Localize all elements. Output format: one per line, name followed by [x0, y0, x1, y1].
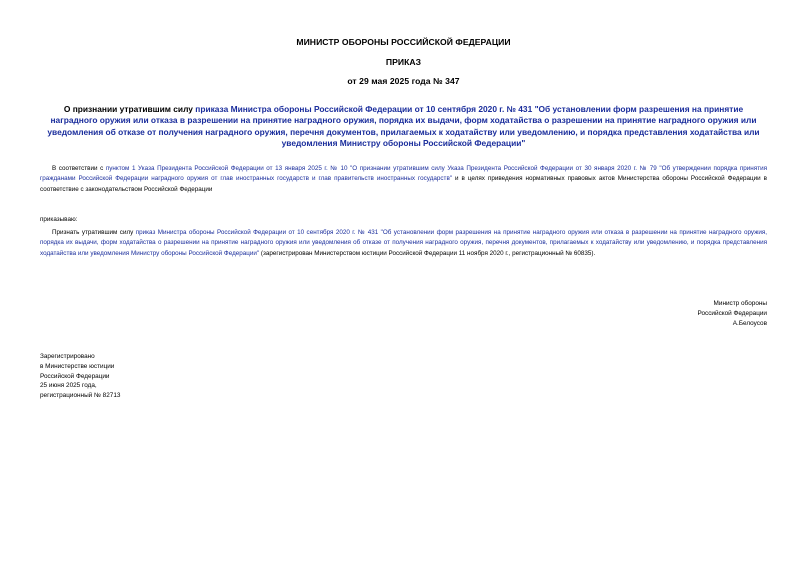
title-link[interactable]: приказа Министра обороны Российской Федерации от 10 сентября 2020 г. № 431 "Об установлении форм разрешения на принятие наградного оружия или отказа в разрешении на принятие наградного оружия, порядка их выдачи, форм ходатайства о разрешении на принятие наградного оружия или уведомления об отказе от получения наградного оружия, перечня документов, прилагаемых к ходатайству или уведомлению, и порядка представления ходатайства или уведомления Министру обороны Российской Федерации" — [47, 104, 760, 148]
registration-block — [40, 352, 120, 401]
registration-number: регистрационный № 82713 — [40, 392, 121, 400]
registration-date: 25 июня 2025 года, — [40, 382, 97, 390]
signature-line: Министр обороны — [713, 300, 767, 307]
order-text-end: (зарегистрирован Министерством юстиции Российской Федерации 11 ноября 2020 г., регистрационный № 60835). — [259, 249, 596, 257]
registration-line: Зарегистрировано — [40, 353, 95, 360]
document-title — [40, 104, 767, 149]
preamble-text-end: и в целях приведения нормативных правовых актов Министерства обороны Российской Федерации в соответствие с законодательством Российской Федерации — [40, 175, 767, 193]
order-text-start: Признать утратившим силу — [52, 229, 136, 236]
order-word: приказываю: — [40, 216, 78, 223]
registration-line: в Министерстве юстиции — [40, 362, 115, 370]
signature-line: Российской Федерации — [697, 309, 767, 317]
registration-line: Российской Федерации — [40, 372, 110, 380]
signature-name: А.Белоусов — [732, 319, 767, 327]
preamble-text-start: В соответствии с — [52, 165, 106, 172]
preamble-link[interactable]: пунктом 1 Указа Президента Российской Федерации от 13 января 2025 г. № 10 "О признании утратившим силу Указа Президента Российской Федерации от 30 января 2020 г. № 79 "Об утверждении порядка принятия гражданами Российской Федерации наградного оружия от глав иностранных государств и глав правительств иностранных государств" — [40, 165, 768, 183]
signature-block — [698, 299, 768, 328]
order-link[interactable]: приказ Министра обороны Российской Федерации от 10 сентября 2020 г. № 431 "Об установлении форм разрешения на принятие наградного оружия или отказа в разрешении на принятие наградного оружия, порядка их выдачи, форм ходатайства о разрешении на принятие наградного оружия или уведомления об отказе от получения наградного оружия, перечня документов, прилагаемых к ходатайству или уведомлению, и порядка представления ходатайства или уведомления Министру обороны Российской Федерации" — [40, 229, 768, 257]
title-prefix: О признании утратившим силу — [63, 104, 196, 114]
order-paragraph — [40, 228, 767, 259]
issuing-authority: МИНИСТР ОБОРОНЫ РОССИЙСКОЙ ФЕДЕРАЦИИ — [296, 37, 511, 47]
document-date-number: от 29 мая 2025 года № 347 — [347, 76, 460, 86]
document-type: ПРИКАЗ — [385, 57, 422, 67]
preamble-paragraph — [40, 164, 767, 195]
